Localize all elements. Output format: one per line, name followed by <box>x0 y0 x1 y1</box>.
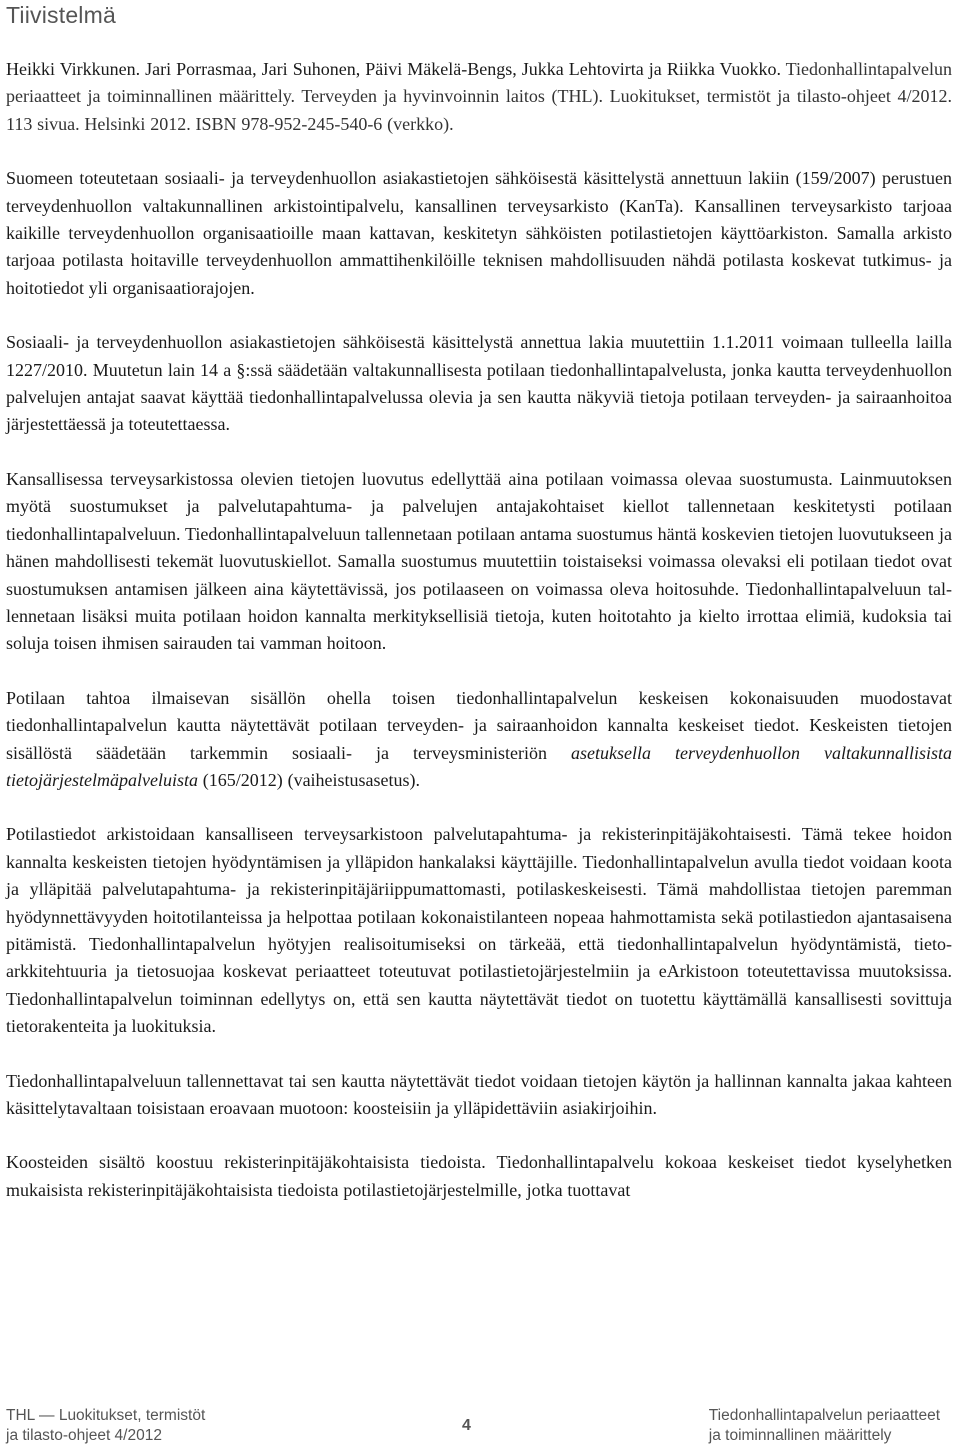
paragraph-5: Potilastiedot arkistoidaan kansalliseen terveysarkistoon palvelutapahtuma- ja rekisterinpitäjäkohtaisesti. Tämä tekee hoidon kannalta keskeisten tietojen hyödyntämisen ja ylläpidon hankalaksi käyttäjille. Tiedonhallintapalvelun avulla tiedot voidaan koota ja ylläpitää palvelutapahtuma- ja rekisterinpitäjäriippumattomasti, potilaskeskeisesti. Tämä mahdollistaa tietojen paremman hyödynnettävyyden hoitotilanteissa ja helpottaa potilaan kokonaistilanteen nopeaa hahmottamista sekä potilastiedon ajantasaisena pitämistä. Tiedonhallintapalvelun hyötyjen realisoitumiseksi on tärkeää, että tiedonhallintapalvelun hyödyntämistä, tietoarkkitehtuuria ja tietosuojaa koskevat periaatteet toteutuvat potilastietojärjestelmiin ja eArkistoon toteutettavissa muutoksissa. Tiedonhallintapalvelun toiminnan edellytys on, että sen kautta näytettävät tiedot on tuotettu käyttämällä kansallisesti sovittuja tietorakenteita ja luokituksia. <box>6 824 952 1037</box>
citation-authors: Heikki Virkkunen. Jari Porrasmaa, Jari Suhonen, Päivi Mäkelä-Bengs, Jukka Lehtovirta ja Riikka Vuokko. <box>6 59 781 79</box>
document-body <box>6 56 952 1231</box>
paragraph-3: Kansallisessa terveysarkistossa olevien tietojen luovutus edellyttää aina potilaan voimassa olevaa suostumusta. Lainmuutoksen myötä suostumukset ja palvelutapahtuma- ja palvelujen antajakohtaiset kiellot tallennetaan keskitetysti potilaan tiedonhallintapalveluun. Tiedonhallintapalveluun tallennetaan potilaan antama suostumus häntä koskevien tietojen luovutukseen ja hänen mahdollisesti tekemät luovutuskiellot. Samalla suostumus muutettiin toistaiseksi voimassa olevaksi eli potilaan tiedot ovat suostumuksen antamisen jälkeen aina käytettävissä, jos potilaaseen on voimassa oleva hoitosuhde. Tiedonhallintapalveluun tallennetaan lisäksi muita potilaan hoidon kannalta merkityksellisiä tietoja, kuten hoitotahto ja kielto irrottaa elimiä, kudoksia tai soluja toisen ihmisen sairauden tai vamman hoitoon. <box>6 468 952 654</box>
paragraph-2: Sosiaali- ja terveydenhuollon asiakastietojen sähköisestä käsittelystä annettua lakia muutettiin 1.1.2011 voimaan tulleella lailla 1227/2010. Muutetun lain 14 a §:ssä säädetään valtakunnallisesta potilaan tiedonhallintapalvelusta, jonka kautta terveydenhuollon palvelujen antajat saavat käyttää tiedonhallintapalvelussa olevia ja sen kautta näkyviä tietoja potilaan terveyden- ja sairaanhoitoa järjestettäessä ja toteutettaessa. <box>6 332 952 435</box>
page-number: 4 <box>462 1417 471 1434</box>
footer-right-line-2: ja toiminnallinen määrittely <box>708 1427 892 1444</box>
footer-left-line-2: ja tilasto-ohjeet 4/2012 <box>6 1427 162 1444</box>
citation-block <box>6 56 952 138</box>
paragraph-7: Koosteiden sisältö koostuu rekisterinpitäjäkohtaisista tiedoista. Tiedonhallintapalvelu kokoaa keskeiset tiedot kyselyhetken mukaisista rekisterinpitäjäkohtaisista tiedoista potilastietojärjestelmille, jotka tuottavat <box>6 1152 952 1200</box>
page-title: Tiivistelmä <box>6 2 116 28</box>
paragraph-6: Tiedonhallintapalveluun tallennettavat tai sen kautta näytettävät tiedot voidaan tietojen käytön ja hallinnan kannalta jakaa kahteen käsittelytavaltaan toisistaan eroavaan muotoon: koosteisiin ja ylläpidettäviin asiakirjoihin. <box>6 1070 952 1118</box>
paragraph-4-end: (165/2012) (vaiheistusasetus). <box>197 769 421 790</box>
paragraph-4 <box>6 685 952 795</box>
citation-title: Tiedonhallintapalvelun periaatteet ja toiminnallinen määrittely. Terveyden ja hyvinvoinnin laitos (THL). <box>6 59 952 107</box>
paragraph-1: Suomeen toteutetaan sosiaali- ja terveydenhuollon asiakastietojen sähköisestä käsittelystä annettuun lakiin (159/2007) perustuen terveydenhuollon valtakunnallinen arkistointipalvelu, kansallinen terveysarkisto (KanTa). Kansallinen terveysarkisto tarjoaa kaikille terveydenhuollon organisaatioille maan kattavan, keskitetyn sähköisten potilastietojen käyttöarkiston. Samalla arkisto tarjoaa potilasta hoitaville terveydenhuollon ammattihenkilöille teknisen mahdollisuuden nähdä potilasta koskevat tutkimus- ja hoitotiedot yli organisaatiorajojen. <box>6 168 952 298</box>
footer-right-line-1: Tiedonhallintapalvelun periaatteet <box>708 1407 940 1424</box>
footer-document-title <box>709 1406 940 1446</box>
paragraph-4-start: Potilaan tahtoa ilmaisevan sisällön ohella toisen tiedonhallintapalvelun keskeisen kokonaisuuden muodostavat tiedonhallintapalvelun kautta näytettävät potilaan terveyden- ja sairaanhoidon kannalta keskeiset tiedot. Keskeisten tietojen sisällöstä säädetään tarkemmin sosiaali- ja terveysministeriön <box>6 687 952 763</box>
page-footer <box>0 1404 960 1448</box>
regulation-title: asetuksella terveydenhuollon valtakunnallisista tietojärjestelmäpalveluista <box>6 742 952 790</box>
footer-left-line-1: THL — Luokitukset, termistöt <box>6 1407 206 1424</box>
footer-publication <box>6 1406 205 1446</box>
citation-series: Luokitukset, termistöt ja tilasto-ohjeet 4/2012. 113 sivua. Helsinki 2012. ISBN 978-952-245-540-6 (verkko). <box>6 86 952 134</box>
